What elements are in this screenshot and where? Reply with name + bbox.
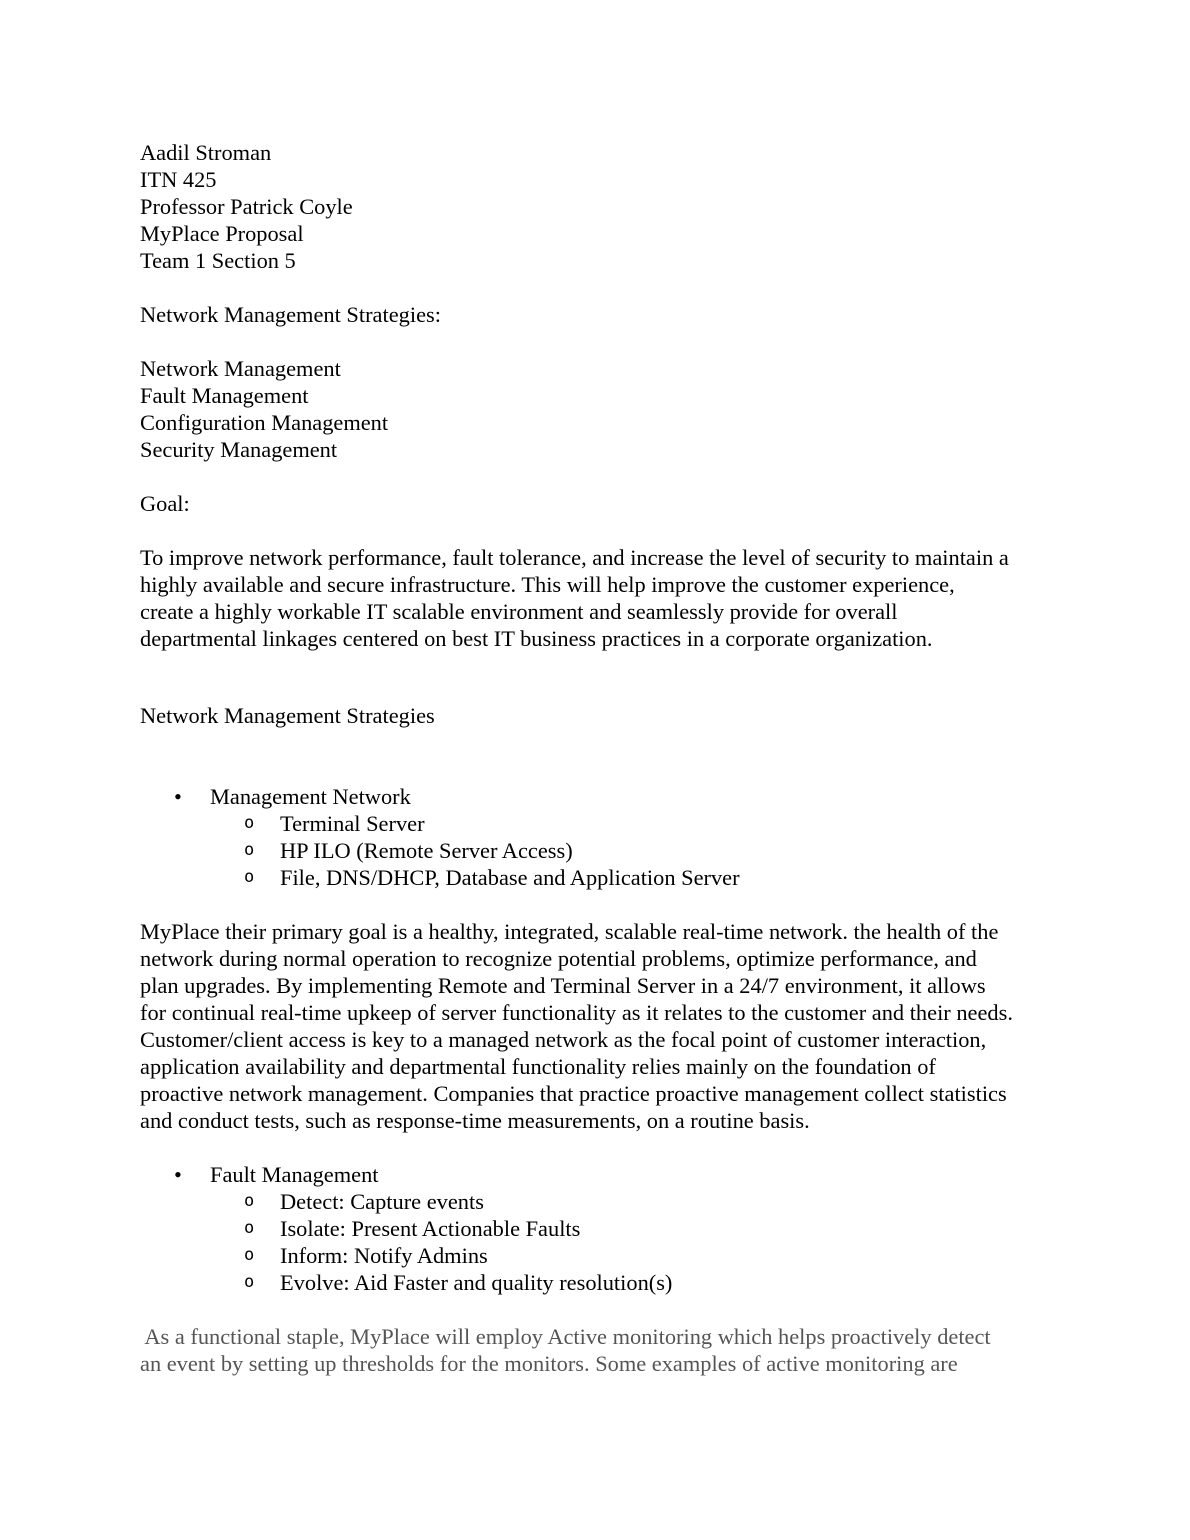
goal-paragraph	[140, 544, 1060, 652]
strategy-item: Configuration Management	[140, 410, 389, 435]
spacer	[140, 463, 1060, 490]
strategy-item: Fault Management	[140, 383, 309, 408]
spacer	[140, 729, 1060, 783]
fault-management-list	[140, 1161, 1060, 1296]
course-code: ITN 425	[140, 167, 217, 192]
sub-list-item	[140, 1269, 1060, 1296]
paragraph-line: As a functional staple, MyPlace will employ Active monitoring which helps proactively detect	[140, 1324, 991, 1349]
management-network-list	[140, 783, 1060, 891]
section-heading: Network Management Strategies	[140, 703, 435, 728]
sub-bullet-icon: o	[244, 840, 255, 860]
list-item	[140, 1161, 1060, 1296]
sub-bullet-icon: o	[244, 1191, 255, 1211]
management-network-label: Management Network	[210, 784, 411, 809]
header-block	[140, 139, 1060, 274]
sub-list-item	[140, 864, 1060, 891]
active-monitoring-paragraph	[140, 1323, 1060, 1377]
sub-list-item	[140, 837, 1060, 864]
paragraph-line: and conduct tests, such as response-time measurements, on a routine basis.	[140, 1108, 810, 1133]
sub-list-item	[140, 810, 1060, 837]
sub-list-item-label: Terminal Server	[280, 811, 425, 836]
myplace-paragraph	[140, 918, 1060, 1134]
sub-list-item-label: Detect: Capture events	[280, 1189, 484, 1214]
sub-bullet-icon: o	[244, 1272, 255, 1292]
spacer	[140, 652, 1060, 702]
goal-line: departmental linkages centered on best IT business practices in a corporate organization.	[140, 626, 933, 651]
spacer	[140, 328, 1060, 355]
paragraph-line: MyPlace their primary goal is a healthy, integrated, scalable real-time network. the health of the	[140, 919, 999, 944]
strategies-heading: Network Management Strategies:	[140, 302, 441, 327]
strategy-list	[140, 355, 1060, 463]
sub-bullet-icon: o	[244, 1245, 255, 1265]
paragraph-line: proactive network management. Companies that practice proactive management collect statistics	[140, 1081, 1007, 1106]
sub-bullet-icon: o	[244, 1218, 255, 1238]
goal-line: create a highly workable IT scalable environment and seamlessly provide for overall	[140, 599, 898, 624]
sub-bullet-icon: o	[244, 867, 255, 887]
sub-list-item-label: Inform: Notify Admins	[280, 1243, 488, 1268]
document-title: MyPlace Proposal	[140, 221, 304, 246]
list-item	[140, 783, 1060, 891]
strategy-item: Security Management	[140, 437, 338, 462]
spacer	[140, 517, 1060, 544]
spacer	[140, 274, 1060, 301]
spacer	[140, 891, 1060, 918]
professor-name: Professor Patrick Coyle	[140, 194, 353, 219]
paragraph-line: for continual real-time upkeep of server functionality as it relates to the customer and their needs.	[140, 1000, 1013, 1025]
paragraph-line: network during normal operation to recognize potential problems, optimize performance, and	[140, 946, 977, 971]
paragraph-line: Customer/client access is key to a managed network as the focal point of customer interaction,	[140, 1027, 987, 1052]
team-section: Team 1 Section 5	[140, 248, 296, 273]
fault-management-sublist	[210, 1188, 1060, 1296]
sub-list-item-label: Evolve: Aid Faster and quality resolution(s)	[280, 1270, 673, 1295]
document-body	[140, 139, 1060, 1377]
bullet-icon: •	[174, 784, 182, 809]
bullet-icon: •	[174, 1162, 182, 1187]
sub-list-item-label: Isolate: Present Actionable Faults	[280, 1216, 581, 1241]
strategy-item: Network Management	[140, 356, 341, 381]
fault-management-label: Fault Management	[210, 1162, 379, 1187]
paragraph-line: plan upgrades. By implementing Remote and Terminal Server in a 24/7 environment, it allows	[140, 973, 986, 998]
paragraph-line: application availability and departmental functionality relies mainly on the foundation of	[140, 1054, 936, 1079]
sub-list-item	[140, 1188, 1060, 1215]
goal-line: highly available and secure infrastructure. This will help improve the customer experience,	[140, 572, 955, 597]
management-network-sublist	[210, 810, 1060, 891]
sub-list-item-label: File, DNS/DHCP, Database and Application Server	[280, 865, 740, 890]
sub-list-item	[140, 1215, 1060, 1242]
goal-heading: Goal:	[140, 491, 190, 516]
spacer	[140, 1296, 1060, 1323]
sub-list-item	[140, 1242, 1060, 1269]
sub-list-item-label: HP ILO (Remote Server Access)	[280, 838, 573, 863]
sub-bullet-icon: o	[244, 813, 255, 833]
spacer	[140, 1134, 1060, 1161]
author-name: Aadil Stroman	[140, 140, 272, 165]
paragraph-line: an event by setting up thresholds for the monitors. Some examples of active monitoring are	[140, 1351, 958, 1376]
goal-line: To improve network performance, fault tolerance, and increase the level of security to maintain a	[140, 545, 1009, 570]
